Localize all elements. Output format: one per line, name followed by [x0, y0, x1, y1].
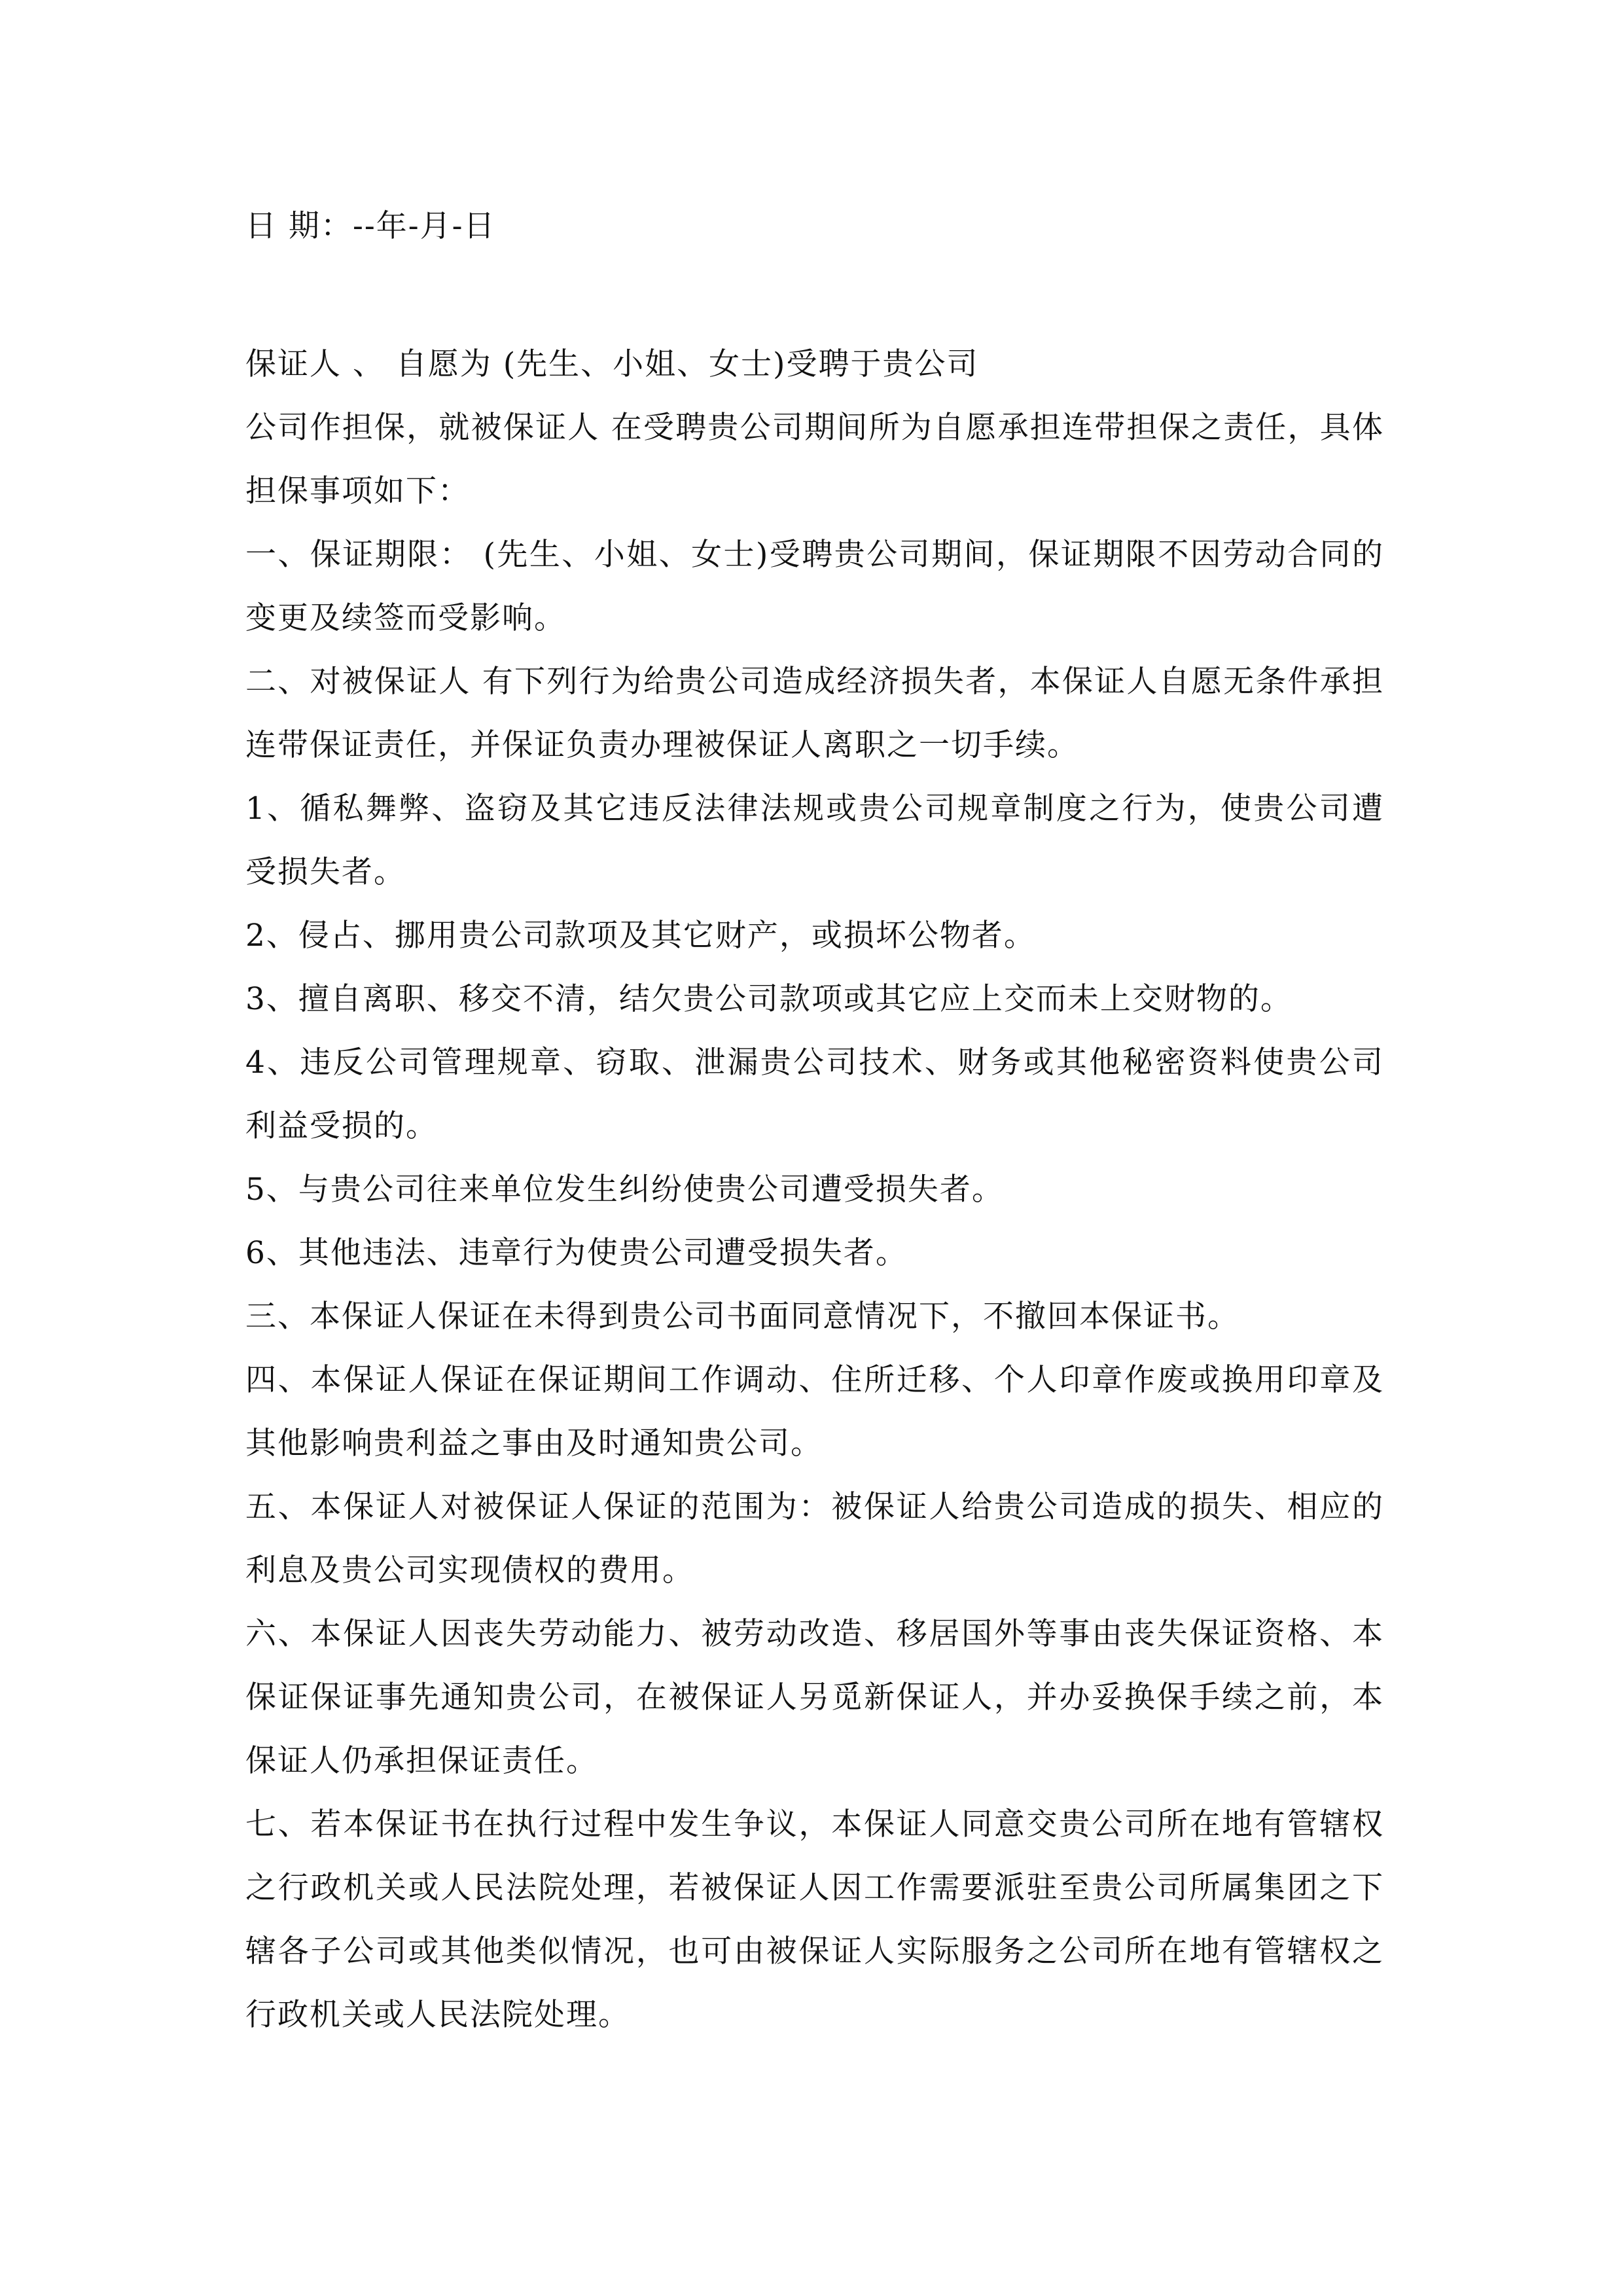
intro-paragraph: 保证人 、 自愿为 (先生、小姐、女士)受聘于贵公司	[245, 346, 979, 382]
clause-1-term: 一、保证期限： (先生、小姐、女士)受聘贵公司期间，保证期限不因劳动合同的变更及续签而受影响。	[245, 537, 1384, 636]
item-5-partner-dispute: 5、与贵公司往来单位发生纠纷使贵公司遭受损失者。	[245, 1172, 1004, 1208]
item-1-fraud-theft: 1、循私舞弊、盗窃及其它违反法律法规或贵公司规章制度之行为，使贵公司遭受损失者。	[245, 791, 1384, 890]
clause-5-guarantee-scope: 五、本保证人对被保证人保证的范围为：被保证人给贵公司造成的损失、相应的利息及贵公司实现债权的费用。	[245, 1489, 1384, 1588]
guarantee-body	[245, 332, 1384, 2047]
item-6-other-violations: 6、其他违法、违章行为使贵公司遭受损失者。	[245, 1235, 908, 1271]
scope-paragraph: 公司作担保，就被保证人 在受聘贵公司期间所为自愿承担连带担保之责任，具体担保事项如下：	[245, 410, 1384, 509]
item-4-confidential-leak: 4、违反公司管理规章、窃取、泄漏贵公司技术、财务或其他秘密资料使贵公司利益受损的。	[245, 1045, 1384, 1144]
clause-4-notification: 四、本保证人保证在保证期间工作调动、住所迁移、个人印章作废或换用印章及其他影响贵利益之事由及时通知贵公司。	[245, 1362, 1384, 1462]
clause-2-liability: 二、对被保证人 有下列行为给贵公司造成经济损失者，本保证人自愿无条件承担连带保证责任，并保证负责办理被保证人离职之一切手续。	[245, 664, 1384, 763]
clause-6-loss-of-qualification: 六、本保证人因丧失劳动能力、被劳动改造、移居国外等事由丧失保证资格、本保证保证事先通知贵公司，在被保证人另觅新保证人，并办妥换保手续之前，本保证人仍承担保证责任。	[245, 1616, 1384, 1779]
clause-3-no-withdrawal: 三、本保证人保证在未得到贵公司书面同意情况下，不撤回本保证书。	[245, 1299, 1240, 1335]
date-line: 日 期：--年-月-日	[245, 208, 496, 244]
item-2-misappropriation: 2、侵占、挪用贵公司款项及其它财产，或损坏公物者。	[245, 918, 1036, 954]
clause-7-dispute-resolution: 七、若本保证书在执行过程中发生争议，本保证人同意交贵公司所在地有管辖权之行政机关或人民法院处理，若被保证人因工作需要派驻至贵公司所属集团之下辖各子公司或其他类似情况，也可由被保证人实际服务之公司所在地有管辖权之行政机关或人民法院处理。	[245, 1806, 1384, 2033]
item-3-unauthorized-leave: 3、擅自离职、移交不清，结欠贵公司款项或其它应上交而未上交财物的。	[245, 981, 1293, 1017]
